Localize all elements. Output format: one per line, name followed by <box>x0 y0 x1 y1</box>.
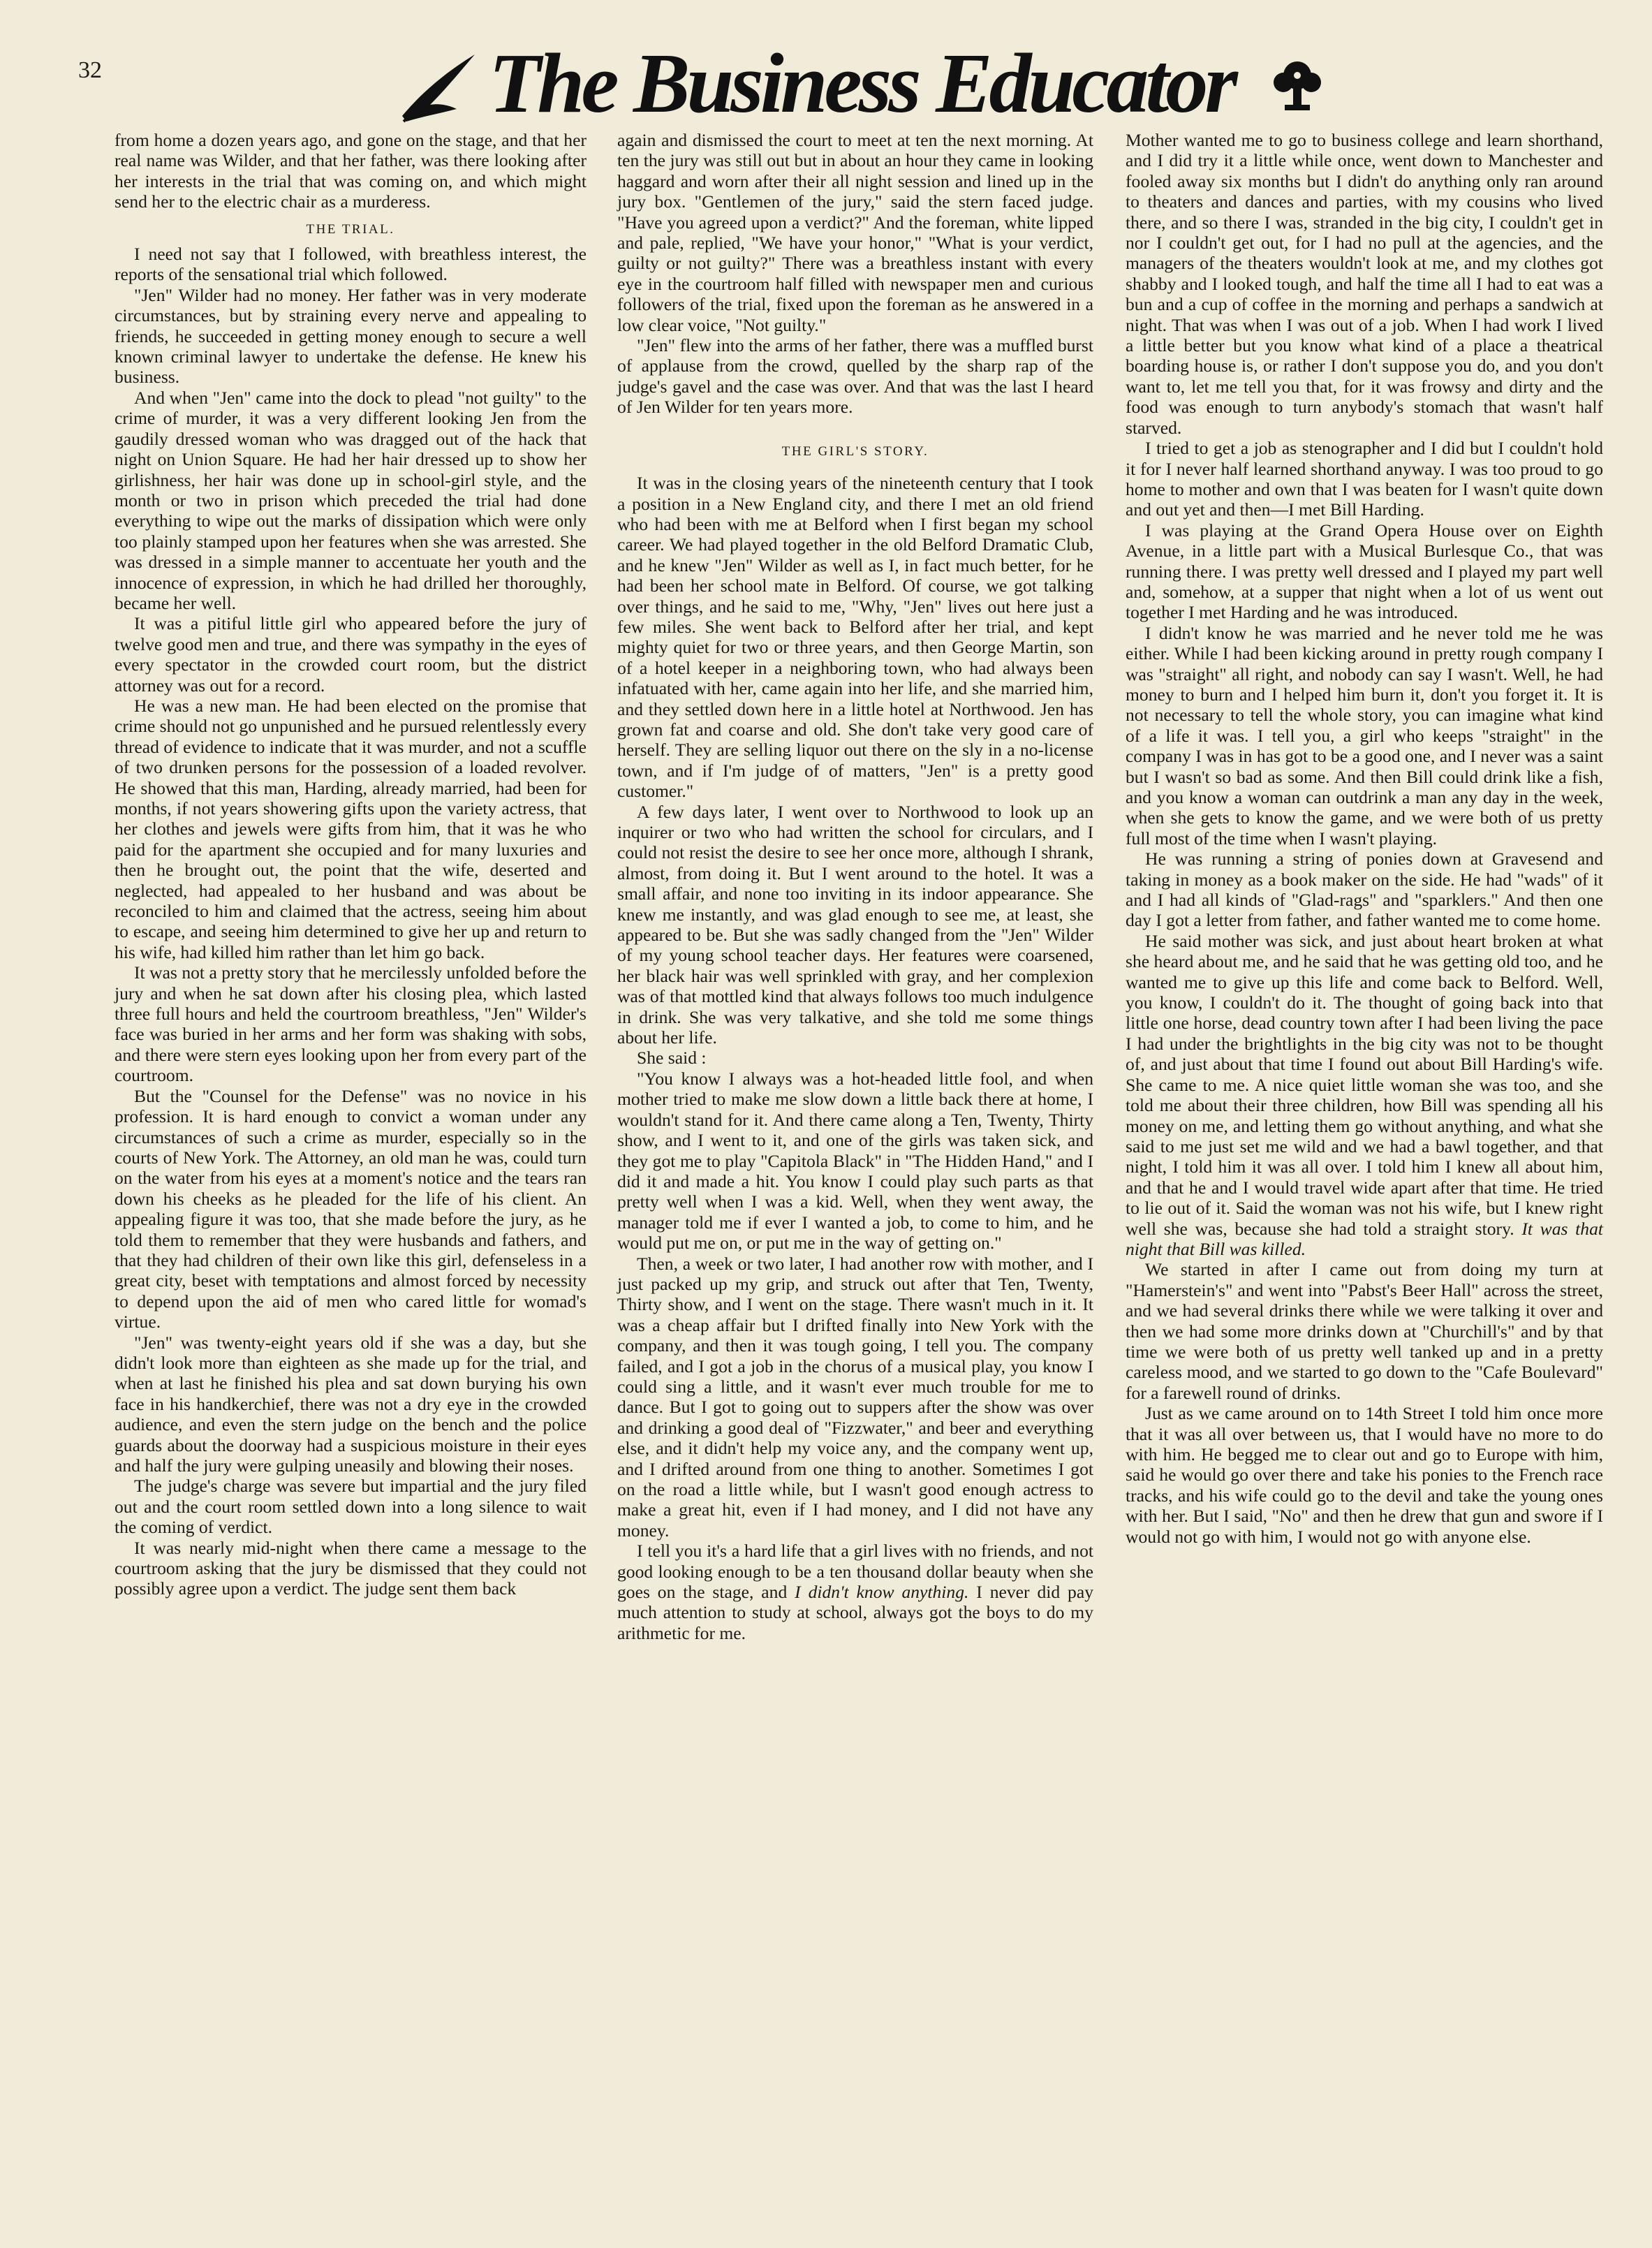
paragraph-text: It was not a pretty story that he mercilessly unfolded before the jury and when he sat down after his closing plea, which lasted three full hours and held the courtroom breathless, "Jen" Wilder's face was buried in her arms and her form was shaking with sobs, and there were stern eyes looking upon her from every part of the courtroom. <box>115 962 587 1086</box>
paragraph <box>617 1068 1093 1254</box>
paragraph-text: But the "Counsel for the Defense" was no novice in his profession. It is hard enough to convict a woman under any circumstances of such a crime as murder, especially so in the courts of New York. The Attorney, an old man he was, could turn on the water from his eyes at a moment's notice and the tears ran down his cheeks as he pleaded for the life of his client. An appealing figure it was too, that she made before the jury, as he told them to remember that they were husbands and fathers, and that they had children of their own like this girl, defenseless in a great city, beset with temptations and almost forced by necessity to depend upon the aid of men who cared little for womad's virtue. <box>115 1085 587 1332</box>
paragraph-text: Mother wanted me to go to business college and learn shorthand, and I did try it a little while once, went down to Manchester and fooled away six months but I didn't do anything only ran around to theaters and dances and parties, with my cousins who lived there, and so there I was, stranded in the big city, I couldn't get in nor I couldn't get out, for I had no pull at the agencies, and the managers of the theaters wouldn't look at me, and my clothes got shabby and I looked tough, and half the time all I had to eat was a bun and a cup of coffee in the morning and perhaps a sandwich at night. That was when I was out of a job. When I had work I lived a little better but you know what kind of a place a theatrical boarding house is, or rather I don't suppose you do, and you don't want to, let me tell you that, for it was frowsy and dirty and the food was enough to turn anybody's stomach that wasn't half starved. <box>1126 130 1603 438</box>
paragraph <box>115 1086 587 1332</box>
paragraph <box>617 335 1093 418</box>
paragraph <box>617 473 1093 802</box>
paragraph <box>115 962 587 1085</box>
paragraph <box>1126 438 1603 520</box>
article-column-2 <box>617 130 1093 1643</box>
paragraph <box>115 613 587 696</box>
paragraph <box>1126 623 1603 848</box>
masthead-title: The Business Educator <box>489 36 1234 131</box>
article-column-1 <box>115 130 587 1599</box>
paragraph-text: She said : <box>637 1048 707 1068</box>
paragraph-text: I need not say that I followed, with breathless interest, the reports of the sensational trial which followed. <box>115 244 587 285</box>
page-number: 32 <box>78 57 102 83</box>
paragraph <box>1126 848 1603 931</box>
paragraph-text: from home a dozen years ago, and gone on the stage, and that her real name was Wilder, and that her father, was there looking after her interests in the trial that was coming on, and which might send her to the electric chair as a murderess. <box>115 130 587 212</box>
section-heading: THE TRIAL. <box>306 221 395 237</box>
paragraph <box>1126 1403 1603 1547</box>
emblem-icon <box>1269 54 1325 113</box>
paragraph-text: Then, a week or two later, I had another row with mother, and I just packed up my grip, and struck out after that Ten, Twenty, Thirty show, and I went on the stage. There wasn't much in it. It was a cheap affair but I drifted finally into New York with the company, and then it was tough going, I tell you. The company failed, and I got a job in the chorus of a musical play, you know I could sing a little, and it wasn't ever much trouble for me to dance. But I got to going out to suppers after the show was over and drinking a good deal of "Fizzwater," and beer and everything else, and it didn't help my voice any, and the company went up, and I drifted around from one thing to another. Sometimes I got on the road a little while, but I wasn't good enough actress to make a great hit, even if I had money, and I did not have any money. <box>617 1253 1093 1541</box>
paragraph <box>1126 1259 1603 1403</box>
paragraph <box>617 1254 1093 1541</box>
paragraph-text: "Jen" Wilder had no money. Her father was in very moderate circumstances, but by straining every nerve and appealing to friends, he succeeded in getting money enough to secure a well known criminal lawyer to undertake the defense. He knew his business. <box>115 284 587 388</box>
paragraph <box>115 1332 587 1476</box>
paragraph <box>115 388 587 613</box>
paragraph <box>115 696 587 962</box>
paragraph-text: A few days later, I went over to Northwood to look up an inquirer or two who had written the school for circulars, and I could not resist the desire to see her once more, although I shrank, almost, from doing it. But I went around to the hotel. It was a small affair, and none too inviting in its indoor appearance. She knew me instantly, and was glad enough to see me, at least, she appeared to be. But she was sadly changed from the "Jen" Wilder of my young school teacher days. Her features were coarsened, her black hair was well sprinkled with gray, and her complexion was of that mottled kind that always follows too much indulgence in drink. She was very talkative, and she told me some things about her life. <box>617 801 1093 1048</box>
paragraph-text: It was nearly mid-night when there came a message to the courtroom asking that the jury be dismissed that they could not possibly agree upon a verdict. The judge sent them back <box>115 1537 587 1599</box>
paragraph-text: He was running a string of ponies down at Gravesend and taking in money as a book maker on the side. He had "wads" of it and I had all kinds of "Glad-rags" and "sparklers." And then one day I got a letter from father, and father wanted me to come home. <box>1126 848 1603 931</box>
paragraph-text: And when "Jen" came into the dock to plead "not guilty" to the crime of murder, it was a very different looking Jen from the gaudily dressed woman who was dragged out of the hack that night on Union Square. He had her hair dressed up to show her girlishness, her hair was done up in school-girl style, and the month or two in prison which preceded the trial had done everything to wipe out the marks of dissipation which were only too plainly stamped upon her features when she was arrested. She was dressed in a simple manner to accentuate her youth and the innocence of expression, in which he had drilled her thoroughly, became her well. <box>115 387 587 613</box>
paragraph-text: I didn't know he was married and he never told me he was either. While I had been kicking around in pretty rough company I was "straight" all right, and nobody can say I wasn't. Well, he had money to burn and I helped him burn it, don't you forget it. It is not necessary to tell the whole story, you can imagine what kind of a life it was. I tell you, a girl who keeps "straight" in the company I was in has got to be a good one, and I never was a saint but I wasn't so bad as some. And then Bill could drink like a fish, and you know a woman can outdrink a man any day in the week, when she gets to know the game, and we were both of us pretty full most of the time when I wasn't playing. <box>1126 622 1603 848</box>
paragraph <box>617 802 1093 1048</box>
paragraph-text: "You know I always was a hot-headed little fool, and when mother tried to make me slow down a little back there at home, I wouldn't stand for it. And there came along a Ten, Twenty, Thirty show, and I went to it, and one of the girls was taken sick, and they got me to play "Capitola Black" in "The Hidden Hand," and I did it and made a hit. You know I could play such parts as that pretty well when I was a kid. Well, when they went away, the manager told me if ever I wanted a job, to come to him, and he would put me on, or put me in the way of getting on." <box>617 1068 1093 1254</box>
masthead-header <box>0 21 1652 131</box>
section-heading: THE GIRL'S STORY. <box>781 443 929 459</box>
paragraph-text: He said mother was sick, and just about heart broken at what she heard about me, and he said that he was getting old too, and he wanted me to give up this life and come back to Belford. Well, you know, I couldn't do it. The thought of going back into that little one horse, dead country town after I had been living the pace I had under the brightlights in the big city was not to be thought of, and just about that time I found out about Bill Harding's wife. She came to me. A nice quiet little woman she was too, and she told me about their three children, how Bill was spending all his money on me, and letting them go without anything, and what she said to me just set me wild and we had a bawl together, and that night, I told him it was all over. I told him I knew all about him, and that he and I would travel wide apart after that time. He tried to lie out of it. Said the woman was not his wife, but I knew right well she was, because she had told a straight story. <box>1126 930 1603 1239</box>
italic-emphasis: I didn't know anything. <box>795 1582 969 1603</box>
quill-icon <box>397 49 480 133</box>
paragraph <box>115 130 587 212</box>
paragraph-text: It was in the closing years of the nineteenth century that I took a position in a New England city, and there I met an old friend who had been with me at Belford when I first began my school career. We had played together in the old Belford Dramatic Club, and he knew "Jen" Wilder as well as I, in fact much better, for he had been her school mate in Belford. Of course, we got talking over things, and he said to me, "Why, "Jen" lives out here just a few miles. She went back to Belford after her trial, and kept mighty quiet for two or three years, and then George Martin, son of a hotel keeper in a neighboring town, who had always been infatuated with her, came again into her life, and she married him, and they settled down here in a little hotel at Northwood. Jen has grown fat and coarse and old. She don't take very good care of herself. They are selling liquor out there on the sly in a no-license town, and if I'm judge of of matters, "Jen" is a pretty good customer." <box>617 473 1093 802</box>
paragraph-text-continued: I never did pay much attention to study at school, always got the boys to do my arithmetic for me. <box>617 1582 1093 1643</box>
paragraph <box>1126 520 1603 623</box>
paragraph <box>617 1048 1093 1068</box>
paragraph <box>617 1541 1093 1643</box>
paragraph-text: It was a pitiful little girl who appeared before the jury of twelve good men and true, and there was sympathy in the eyes of every spectator in the crowded court room, but the district attorney was out for a record. <box>115 613 587 696</box>
paragraph-text: Just as we came around on to 14th Street I told him once more that it was all over between us, that I would have no more to do with him. He begged me to clear out and go to Europe with him, said he would go over there and take his ponies to the French race tracks, and his wife could go to the devil and take the young ones with her. But I said, "No" and then he drew that gun and swore if I would not go with him, I would not go with anyone else. <box>1126 1403 1603 1547</box>
paragraph <box>115 1538 587 1599</box>
paragraph <box>115 244 587 285</box>
article-column-3 <box>1126 130 1603 1547</box>
paragraph <box>115 285 587 388</box>
paragraph-text: again and dismissed the court to meet at ten the next morning. At ten the jury was still out but in about an hour they came in looking haggard and worn after their all night session and lined up in the jury box. "Gentlemen of the jury," said the stern faced judge. "Have you agreed upon a verdict?" And the foreman, white lipped and pale, replied, "We have your honor," "What is your verdict, guilty or not guilty?" There was a breathless instant with every eye in the courtroom half filled with newspaper men and curious followers of the trial, fixed upon the foreman as he answered in a low clear voice, "Not guilty." <box>617 130 1093 335</box>
paragraph <box>115 1476 587 1537</box>
paragraph-text: He was a new man. He had been elected on the promise that crime should not go unpunished and he pursued relentlessly every thread of evidence to indicate that it was murder, and not a scuffle of two drunken persons for the possession of a loaded revolver. He showed that this man, Harding, already married, had been for months, if not years showering gifts upon the variety actress, that her clothes and jewels were gifts from him, that it was he who paid for the apartment she occupied and for many luxuries and then he brought out, the point that the wife, deserted and neglected, had appealed to her husband and was about be reconciled to him and claimed that the actress, seeing him about to escape, and seeing him determined to give her up and return to his wife, had killed him rather than let him go back. <box>115 695 587 962</box>
paragraph <box>1126 130 1603 438</box>
paragraph-text: I tell you it's a hard life that a girl lives with no friends, and not good looking enough to be a ten thousand dollar beauty when she goes on the stage, and <box>617 1541 1093 1603</box>
paragraph-text: I was playing at the Grand Opera House over on Eighth Avenue, in a little part with a Musical Burlesque Co., that was running there. I was pretty well dressed and I played my part well and, somehow, at a supper that night when a lot of us went out together I met Harding and he was introduced. <box>1126 520 1603 623</box>
paragraph <box>617 130 1093 335</box>
italic-emphasis: It was that night that Bill was killed. <box>1126 1218 1603 1259</box>
paragraph-text: I tried to get a job as stenographer and I did but I couldn't hold it for I never half learned shorthand anyway. I was too proud to go home to mother and own that I was beaten for I wasn't quite down and out yet and then—I met Bill Harding. <box>1126 438 1603 520</box>
paragraph-text: The judge's charge was severe but impartial and the jury filed out and the court room settled down into a long silence to wait the coming of verdict. <box>115 1476 587 1538</box>
paragraph-text: We started in after I came out from doing my turn at "Hamerstein's" and went into "Pabst's Beer Hall" across the street, and we had several drinks there while we were talking it over and then we had some more drinks down at "Churchill's" and by that time we were both of us pretty well tanked up and in a pretty careless mood, and we started to go down to the "Cafe Boulevard" for a farewell round of drinks. <box>1126 1259 1603 1403</box>
paragraph <box>1126 931 1603 1260</box>
paragraph-text: "Jen" was twenty-eight years old if she was a day, but she didn't look more than eighteen as she made up for the trial, and when at last he finished his plea and sat down burying his own face in his handkerchief, there was not a dry eye in the crowded audience, and even the stern judge on the bench and the police guards about the doorway had a suspicious moisture in their eyes and half the jury were gulping uneasily and blowing their noses. <box>115 1332 587 1476</box>
paragraph-text: "Jen" flew into the arms of her father, there was a muffled burst of applause from the crowd, quelled by the sharp rap of the judge's gavel and the case was over. And that was the last I heard of Jen Wilder for ten years more. <box>617 335 1093 418</box>
